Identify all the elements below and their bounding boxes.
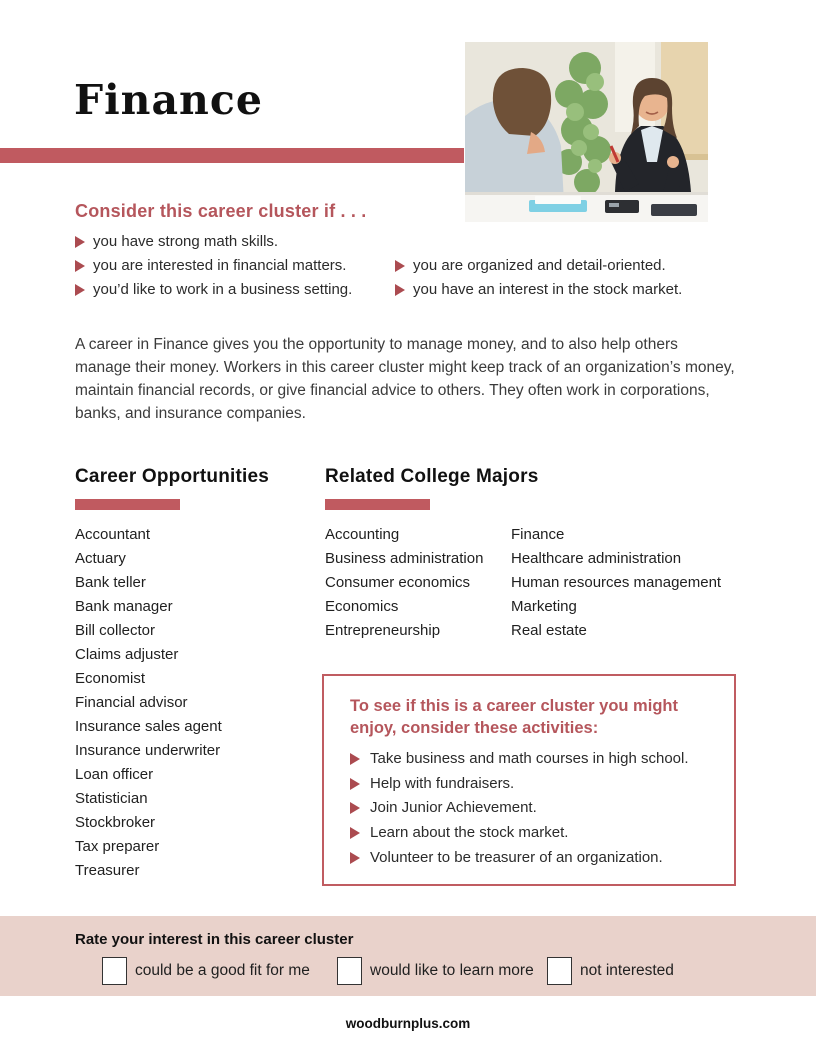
bullet-text: Take business and math courses in high school.	[370, 750, 689, 767]
related-majors-heading: Related College Majors	[325, 466, 539, 487]
list-item: Bill collector	[75, 622, 156, 639]
majors-column-2	[511, 523, 721, 643]
list-item	[75, 281, 395, 305]
majors-column-1	[325, 523, 511, 643]
intro-paragraph: A career in Finance gives you the opportunity to manage money, and to also help others manage their money. Workers in this career cluster might keep track of an organization’s money, maintain financial records, or give financial advice to others. They often work in corporations, banks, and insurance companies.	[75, 336, 735, 422]
list-item: Insurance underwriter	[75, 742, 221, 759]
rating-heading: Rate your interest in this career cluster	[75, 931, 354, 948]
rating-band	[0, 916, 816, 996]
checkbox-not-interested[interactable]	[547, 957, 572, 985]
list-item: Claims adjuster	[75, 646, 179, 663]
finance-meeting-photo	[465, 42, 708, 222]
list-item: Bank manager	[75, 598, 173, 615]
consider-bullets	[75, 233, 735, 305]
bullet-text: you are interested in financial matters.	[93, 257, 347, 274]
rating-option-not-interested	[547, 957, 674, 985]
bullet-triangle-icon	[350, 852, 360, 864]
consider-section	[75, 201, 735, 305]
checkbox-learn-more[interactable]	[337, 957, 362, 985]
consider-bullets-right	[395, 257, 682, 305]
list-item: Accounting	[325, 526, 400, 543]
list-item	[350, 799, 724, 824]
list-item: Statistician	[75, 790, 148, 807]
activities-list	[350, 750, 724, 873]
bullet-text: Help with fundraisers.	[370, 774, 515, 792]
checkbox-label: would like to learn more	[370, 962, 534, 979]
bullet-text: Learn about the stock market.	[370, 824, 569, 842]
bullet-triangle-icon	[350, 753, 360, 765]
list-item: Finance	[511, 526, 565, 543]
list-item: Entrepreneurship	[325, 622, 441, 639]
bullet-triangle-icon	[75, 284, 85, 296]
list-item: Loan officer	[75, 766, 154, 783]
list-item: Human resources management	[511, 574, 722, 591]
list-item: Stockbroker	[75, 814, 156, 831]
list-item: Insurance sales agent	[75, 718, 222, 735]
page-title: Finance	[74, 76, 263, 124]
list-item: Tax preparer	[75, 838, 160, 855]
bullet-text: you have an interest in the stock market.	[413, 281, 683, 298]
list-item: Real estate	[511, 622, 587, 639]
heading-accent-bar	[325, 499, 430, 510]
finance-meeting-illustration	[465, 42, 708, 222]
activities-box	[322, 674, 736, 886]
career-opportunities-section	[75, 466, 315, 883]
list-item	[75, 233, 395, 257]
list-item: Healthcare administration	[511, 550, 682, 567]
bullet-text: Join Junior Achievement.	[370, 799, 537, 817]
rating-option-good-fit	[102, 957, 310, 985]
bullet-triangle-icon	[395, 284, 405, 296]
list-item: Accountant	[75, 526, 151, 543]
checkbox-label: could be a good fit for me	[135, 962, 310, 979]
list-item: Financial advisor	[75, 694, 188, 711]
consider-heading: Consider this career cluster if . . .	[75, 201, 367, 221]
checkbox-label: not interested	[580, 962, 674, 979]
bullet-triangle-icon	[350, 778, 360, 790]
bullet-text: Volunteer to be treasurer of an organization.	[370, 848, 663, 866]
list-item	[75, 257, 395, 281]
bullet-text: you are organized and detail-oriented.	[413, 257, 666, 274]
list-item: Consumer economics	[325, 574, 471, 591]
list-item: Business administration	[325, 550, 484, 567]
footer-site-url: woodburnplus.com	[345, 1016, 471, 1031]
career-list	[75, 523, 315, 883]
list-item	[350, 824, 724, 849]
list-item	[395, 281, 682, 305]
bullet-triangle-icon	[75, 260, 85, 272]
list-item: Economics	[325, 598, 399, 615]
list-item: Actuary	[75, 550, 126, 567]
majors-columns	[325, 523, 745, 643]
list-item: Economist	[75, 670, 146, 687]
rating-option-learn-more	[337, 957, 534, 985]
bullet-triangle-icon	[395, 260, 405, 272]
activities-heading: To see if this is a career cluster you might enjoy, consider these activities:	[350, 697, 678, 737]
career-opportunities-heading: Career Opportunities	[75, 466, 270, 487]
list-item: Marketing	[511, 598, 577, 615]
list-item: Bank teller	[75, 574, 146, 591]
bullet-triangle-icon	[350, 802, 360, 814]
list-item	[395, 257, 682, 281]
related-majors-section	[325, 466, 745, 643]
list-item: Treasurer	[75, 862, 140, 879]
list-item	[350, 750, 724, 775]
accent-bar	[0, 148, 464, 163]
consider-bullets-left	[75, 233, 395, 305]
bullet-text: you have strong math skills.	[93, 233, 279, 250]
bullet-triangle-icon	[75, 236, 85, 248]
list-item	[350, 775, 724, 800]
heading-accent-bar	[75, 499, 180, 510]
list-item	[350, 849, 724, 874]
bullet-text: you’d like to work in a business setting.	[93, 281, 353, 298]
checkbox-good-fit[interactable]	[102, 957, 127, 985]
bullet-triangle-icon	[350, 827, 360, 839]
